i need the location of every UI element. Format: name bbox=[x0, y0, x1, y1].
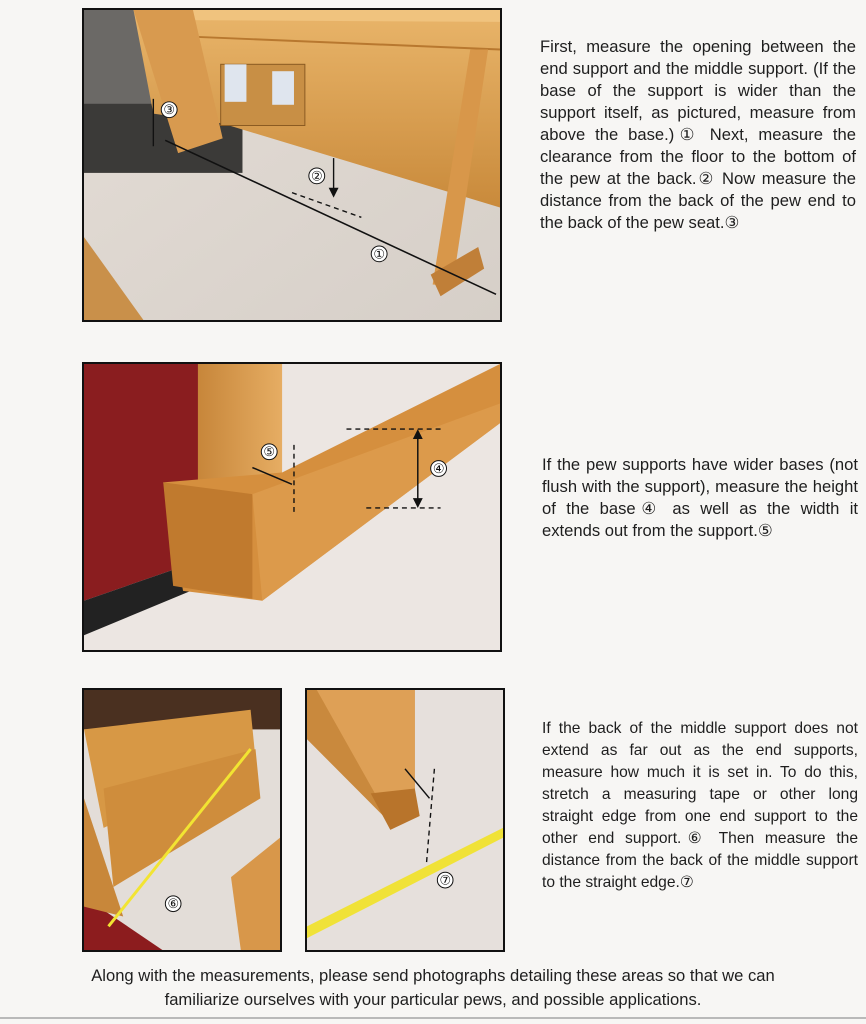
support-base-illustration bbox=[84, 364, 500, 650]
photo-support-base bbox=[82, 362, 502, 652]
photo-middle-support bbox=[305, 688, 505, 952]
marker-4: ④ bbox=[432, 461, 445, 476]
section-1-text: First, measure the opening between the end support and the middle support. (If the base of the support is wider than the support itself, as pictured, measure from above the base.)① Next, measure the clearance from the floor to the bottom of the pew at the back.② Now measure the distance from the back of the pew end to the back of the pew seat.③ bbox=[540, 37, 856, 232]
bottom-rule bbox=[0, 1017, 866, 1019]
photo-measuring-tape bbox=[82, 688, 282, 952]
middle-support-illustration bbox=[307, 690, 503, 950]
measuring-tape-illustration bbox=[84, 690, 280, 950]
marker-3: ③ bbox=[163, 102, 175, 118]
marker-2: ② bbox=[310, 168, 323, 184]
photo-pew-opening bbox=[82, 8, 502, 322]
marker-1: ① bbox=[373, 246, 385, 262]
section-3-text: If the back of the middle support does not extend as far out as the end supports, measure how much it is set in. To do this, stretch a measuring tape or other long straight edge from one end support to the other end support.⑥ Then measure the distance from the back of the middle support to the straight edge.⑦ bbox=[542, 720, 858, 891]
section-2-text: If the pew supports have wider bases (not flush with the support), measure the height of the base④ as well as the width it extends out from the support.⑤ bbox=[542, 455, 858, 540]
marker-6: ⑥ bbox=[167, 896, 179, 912]
footer-note: Along with the measurements, please send photographs detailing these areas so that we can familiarize ourselves with your particular pews, and possible applications. bbox=[91, 966, 775, 1009]
pew-opening-illustration bbox=[84, 10, 500, 320]
marker-7: ⑦ bbox=[439, 872, 451, 888]
marker-5: ⑤ bbox=[263, 444, 275, 460]
